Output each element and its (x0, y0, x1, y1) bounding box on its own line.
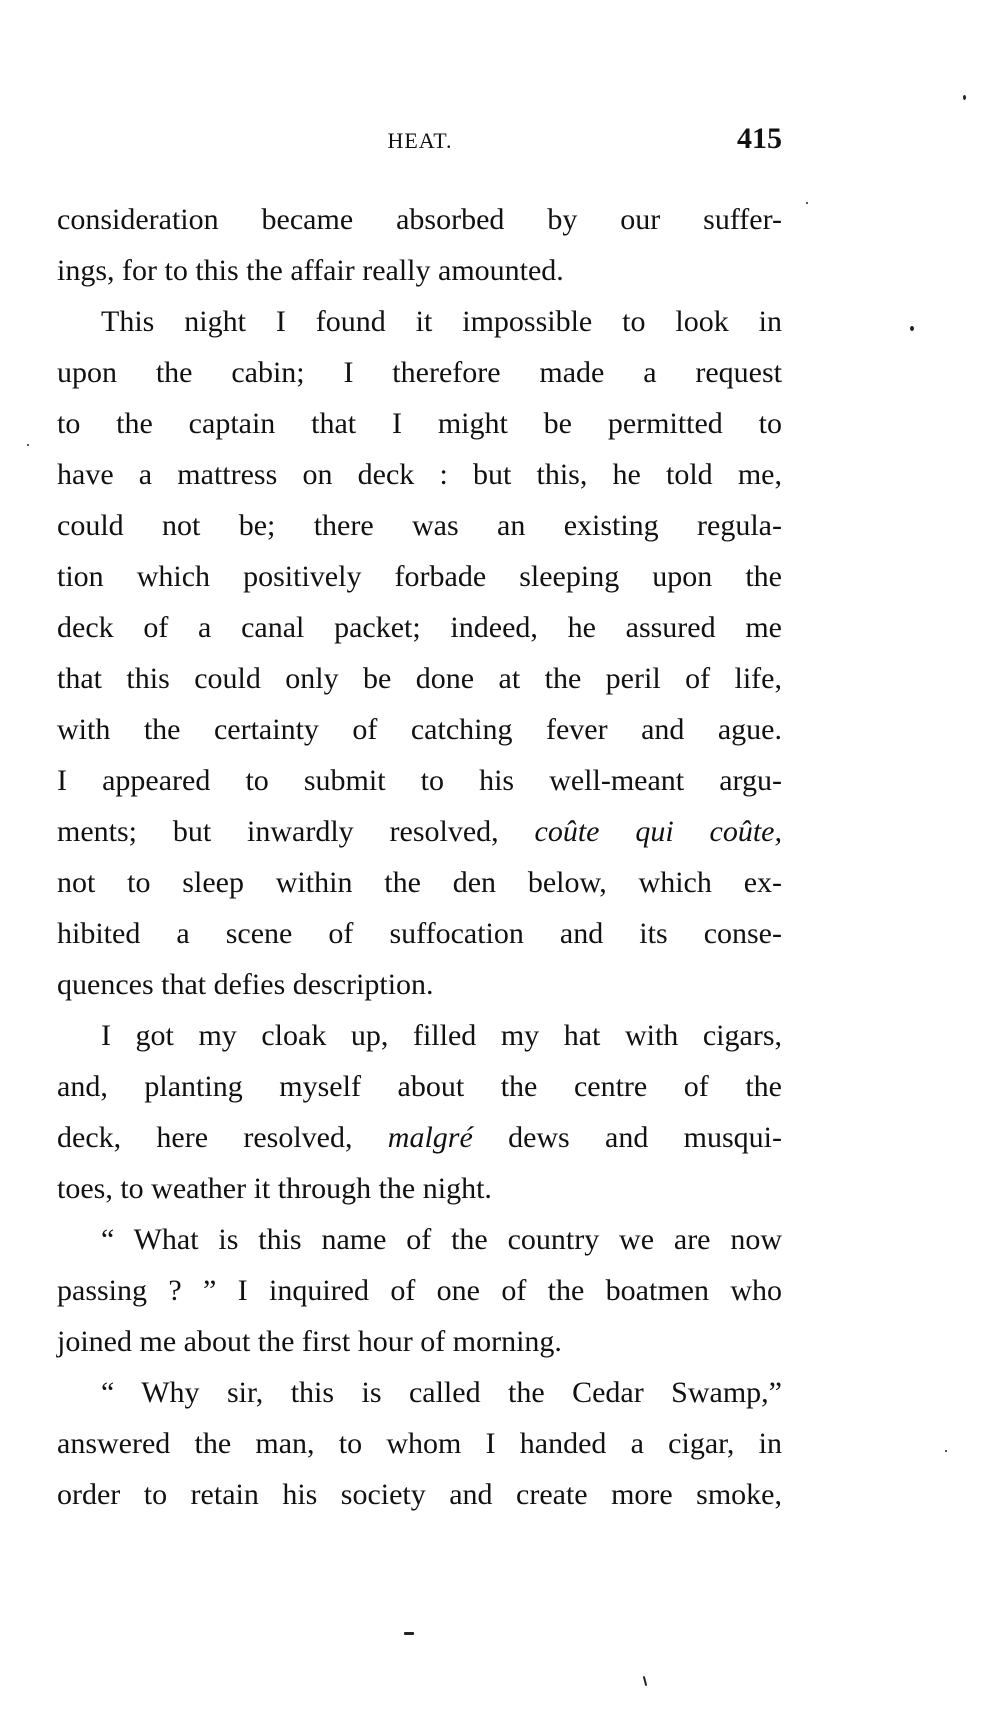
text-line (57, 1010, 782, 1061)
text-line (57, 347, 782, 398)
text-line (57, 653, 782, 704)
text-segment: toes, to weather it through the night. (57, 1172, 492, 1205)
text-segment: hibited a scene of suffocation and its conse- (57, 917, 782, 950)
text-line (57, 602, 782, 653)
text-segment: joined me about the first hour of morning. (57, 1325, 562, 1358)
text-line (57, 1112, 782, 1163)
text-line-content (57, 560, 782, 593)
text-segment: I got my cloak up, filled my hat with cigars, (101, 1019, 782, 1052)
text-line-content (101, 1376, 782, 1409)
text-line-content (57, 968, 434, 1001)
text-line (57, 1214, 782, 1265)
text-line (57, 704, 782, 755)
running-title: HEAT. (387, 128, 453, 153)
text-line (57, 755, 782, 806)
text-line-content (57, 611, 782, 644)
text-segment: and, planting myself about the centre of the (57, 1070, 782, 1103)
text-segment: have a mattress on deck : but this, he told me, (57, 458, 782, 491)
text-line (57, 1469, 782, 1520)
text-line-content (57, 1274, 782, 1307)
text-line-content (57, 1070, 782, 1103)
text-line (57, 245, 782, 296)
text-segment: to the captain that I might be permitted to (57, 407, 782, 440)
text-line (57, 1061, 782, 1112)
text-line-content (57, 356, 782, 389)
text-line (57, 1367, 782, 1418)
text-line-content (57, 815, 782, 848)
text-segment: This night I found it impossible to look in (101, 305, 782, 338)
text-segment: not to sleep within the den below, which ex- (57, 866, 782, 899)
text-segment: passing ? ” I inquired of one of the boatmen who (57, 1274, 782, 1307)
text-segment: tion which positively forbade sleeping upon the (57, 560, 782, 593)
text-segment: quences that defies description. (57, 968, 434, 1001)
text-segment: ings, for to this the affair really amounted. (57, 254, 564, 287)
text-line-content (57, 509, 782, 542)
text-segment: “ Why sir, this is called the Cedar Swamp,” (101, 1376, 782, 1409)
text-line-content (57, 1325, 562, 1358)
body-text (57, 194, 782, 1520)
text-line-content (57, 662, 782, 695)
italic-phrase: malgré (387, 1121, 473, 1154)
text-line-content (57, 407, 782, 440)
text-segment: that this could only be done at the peril of life, (57, 662, 782, 695)
text-line (57, 551, 782, 602)
speck (404, 1632, 414, 1635)
page-number: 415 (737, 122, 782, 155)
text-line (57, 1418, 782, 1469)
text-line-content (57, 203, 782, 236)
text-line-content (57, 866, 782, 899)
text-segment: deck, here resolved, (57, 1121, 388, 1154)
text-line-content (57, 254, 564, 287)
text-line-content (57, 1121, 782, 1154)
text-line-content (101, 305, 782, 338)
text-segment: answered the man, to whom I handed a cigar, in (57, 1427, 782, 1460)
text-segment: ments; but inwardly resolved, (57, 815, 535, 848)
text-line-content (57, 1478, 782, 1511)
text-segment: dews and musqui- (472, 1121, 782, 1154)
text-line-content (101, 1019, 782, 1052)
text-line (57, 908, 782, 959)
speck (910, 326, 914, 331)
text-line (57, 194, 782, 245)
text-line-content (57, 1172, 492, 1205)
italic-phrase: coûte qui coûte, (534, 815, 782, 848)
text-segment: order to retain his society and create more smoke, (57, 1478, 782, 1511)
text-segment: with the certainty of catching fever and ague. (57, 713, 782, 746)
text-segment: I appeared to submit to his well-meant argu- (57, 764, 782, 797)
text-line (57, 449, 782, 500)
text-segment: could not be; there was an existing regula- (57, 509, 782, 542)
text-segment: deck of a canal packet; indeed, he assured me (57, 611, 782, 644)
text-line (57, 1265, 782, 1316)
text-segment: upon the cabin; I therefore made a request (57, 356, 782, 389)
text-line (57, 398, 782, 449)
text-line-content (101, 1223, 782, 1256)
speck (945, 1450, 947, 1452)
text-segment: consideration became absorbed by our suffer- (57, 203, 782, 236)
text-line (57, 500, 782, 551)
text-line-content (57, 917, 782, 950)
text-line (57, 1163, 782, 1214)
text-line (57, 1316, 782, 1367)
speck (963, 95, 966, 100)
speck (643, 1676, 648, 1686)
text-line-content (57, 764, 782, 797)
speck (27, 444, 29, 446)
text-line (57, 296, 782, 347)
speck (806, 202, 808, 204)
text-line (57, 857, 782, 908)
text-segment: “ What is this name of the country we are now (101, 1223, 782, 1256)
text-line (57, 806, 782, 857)
text-line (57, 959, 782, 1010)
text-line-content (57, 458, 782, 491)
text-line-content (57, 1427, 782, 1460)
text-line-content (57, 713, 782, 746)
